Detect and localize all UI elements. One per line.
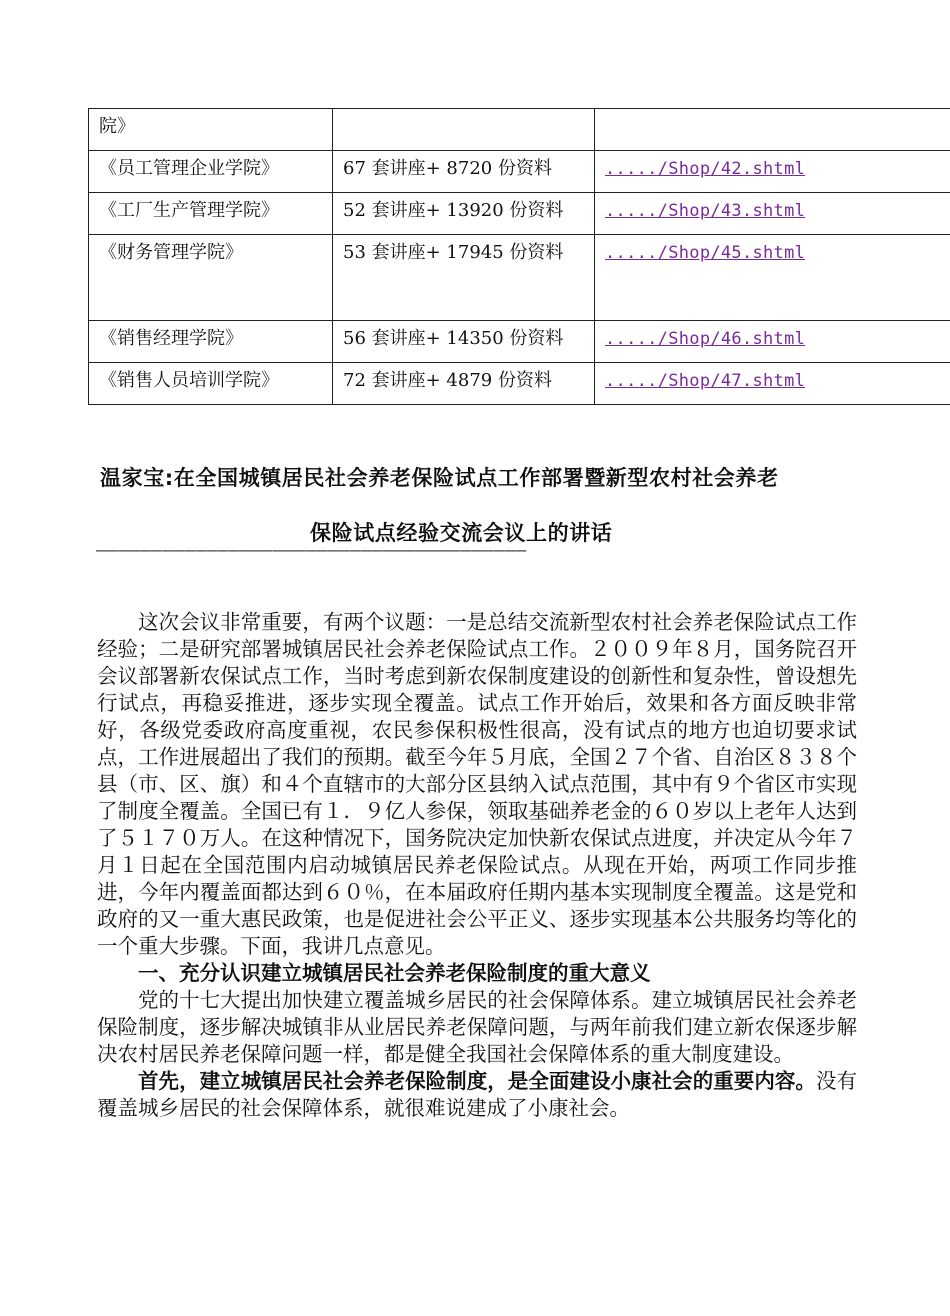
- course-name: 《员工管理企业学院》: [99, 158, 279, 179]
- table-row: [89, 193, 950, 235]
- article-title-line-1: 温家宝:在全国城镇居民社会养老保险试点工作部署暨新型农村社会养老: [100, 466, 779, 490]
- course-name: 《销售经理学院》: [99, 328, 243, 349]
- course-link-cell: [595, 109, 950, 151]
- course-name: 院》: [99, 116, 135, 137]
- paragraph: 这次会议非常重要，有两个议题：一是总结交流新型农村社会养老保险试点工作经验；二是研究部署城镇居民社会养老保险试点工作。２００９年８月，国务院召开会议部署新农保试点工作，当时考虑到新农保制度建设的创新性和复杂性，曾设想先行试点，再稳妥推进，逐步实现全覆盖。试点工作开始后，效果和各方面反映非常好，各级党委政府高度重视，农民参保积极性很高，没有试点的地方也迫切要求试点，工作进展超出了我们的预期。截至今年５月底，全国２７个省、自治区８３８个县（市、区、旗）和４个直辖市的大部分区县纳入试点范围，其中有９个省区市实现了制度全覆盖。全国已有１．９亿人参保，领取基础养老金的６０岁以上老年人达到了５１７０万人。在这种情况下，国务院决定加快新农保试点进度，并决定从今年７月１日起在全国范围内启动城镇居民养老保险试点。从现在开始，两项工作同步推进，今年内覆盖面都达到６０％，在本届政府任期内基本实现制度全覆盖。这是党和政府的又一重大惠民政策，也是促进社会公平正义、逐步实现基本公共服务均等化的一个重大步骤。下面，我讲几点意见。: [97, 610, 857, 958]
- paragraph-lead: 首先，建立城镇居民社会养老保险制度，是全面建设小康社会的重要内容。: [138, 1069, 816, 1093]
- course-name: 《财务管理学院》: [99, 242, 243, 263]
- course-count: 56 套讲座+ 14350 份资料: [343, 328, 564, 349]
- course-link[interactable]: ...../Shop/42.shtml: [605, 159, 806, 179]
- course-name-cell: [89, 321, 333, 363]
- table-row: [89, 109, 950, 151]
- course-name-cell: [89, 151, 333, 193]
- course-link-cell: [595, 321, 950, 363]
- paragraph: 党的十七大提出加快建立覆盖城乡居民的社会保障体系。建立城镇居民社会养老保险制度，逐步解决城镇非从业居民养老保障问题，与两年前我们建立新农保逐步解决农村居民养老保障问题一样，都是健全我国社会保障体系的重大制度建设。: [97, 988, 857, 1066]
- course-count: 52 套讲座+ 13920 份资料: [343, 200, 564, 221]
- course-link[interactable]: ...../Shop/47.shtml: [605, 371, 806, 391]
- course-link[interactable]: ...../Shop/46.shtml: [605, 329, 806, 349]
- course-link-cell: [595, 151, 950, 193]
- course-count-cell: [333, 193, 595, 235]
- course-link[interactable]: ...../Shop/43.shtml: [605, 201, 806, 221]
- course-link[interactable]: ...../Shop/45.shtml: [605, 243, 806, 263]
- course-name-cell: [89, 363, 333, 405]
- course-name: 《销售人员培训学院》: [99, 370, 279, 391]
- section-heading: 一、充分认识建立城镇居民社会养老保险制度的重大意义: [138, 961, 651, 985]
- table-row: [89, 321, 950, 363]
- title-separator: ———————————————————————————————————————: [96, 540, 527, 561]
- table-row: [89, 151, 950, 193]
- course-name-cell: [89, 235, 333, 321]
- article-title-line-2: 保险试点经验交流会议上的讲话: [310, 521, 613, 545]
- course-count: 67 套讲座+ 8720 份资料: [343, 158, 552, 179]
- course-link-cell: [595, 235, 950, 321]
- course-count-cell: [333, 109, 595, 151]
- course-table: [88, 108, 950, 405]
- course-count: 53 套讲座+ 17945 份资料: [343, 242, 564, 263]
- course-count-cell: [333, 321, 595, 363]
- table-row: [89, 235, 950, 321]
- table-row: [89, 363, 950, 405]
- course-name: 《工厂生产管理学院》: [99, 200, 279, 221]
- course-count: 72 套讲座+ 4879 份资料: [343, 370, 552, 391]
- course-count-cell: [333, 363, 595, 405]
- course-name-cell: [89, 109, 333, 151]
- article-body: [97, 609, 857, 1122]
- course-link-cell: [595, 193, 950, 235]
- course-count-cell: [333, 235, 595, 321]
- course-name-cell: [89, 193, 333, 235]
- paragraph: [97, 1068, 857, 1122]
- course-link-cell: [595, 363, 950, 405]
- paragraph-rest: 没有覆盖城乡居民的社会保障体系，就很难说建成了小康社会。: [97, 1069, 858, 1120]
- course-count-cell: [333, 151, 595, 193]
